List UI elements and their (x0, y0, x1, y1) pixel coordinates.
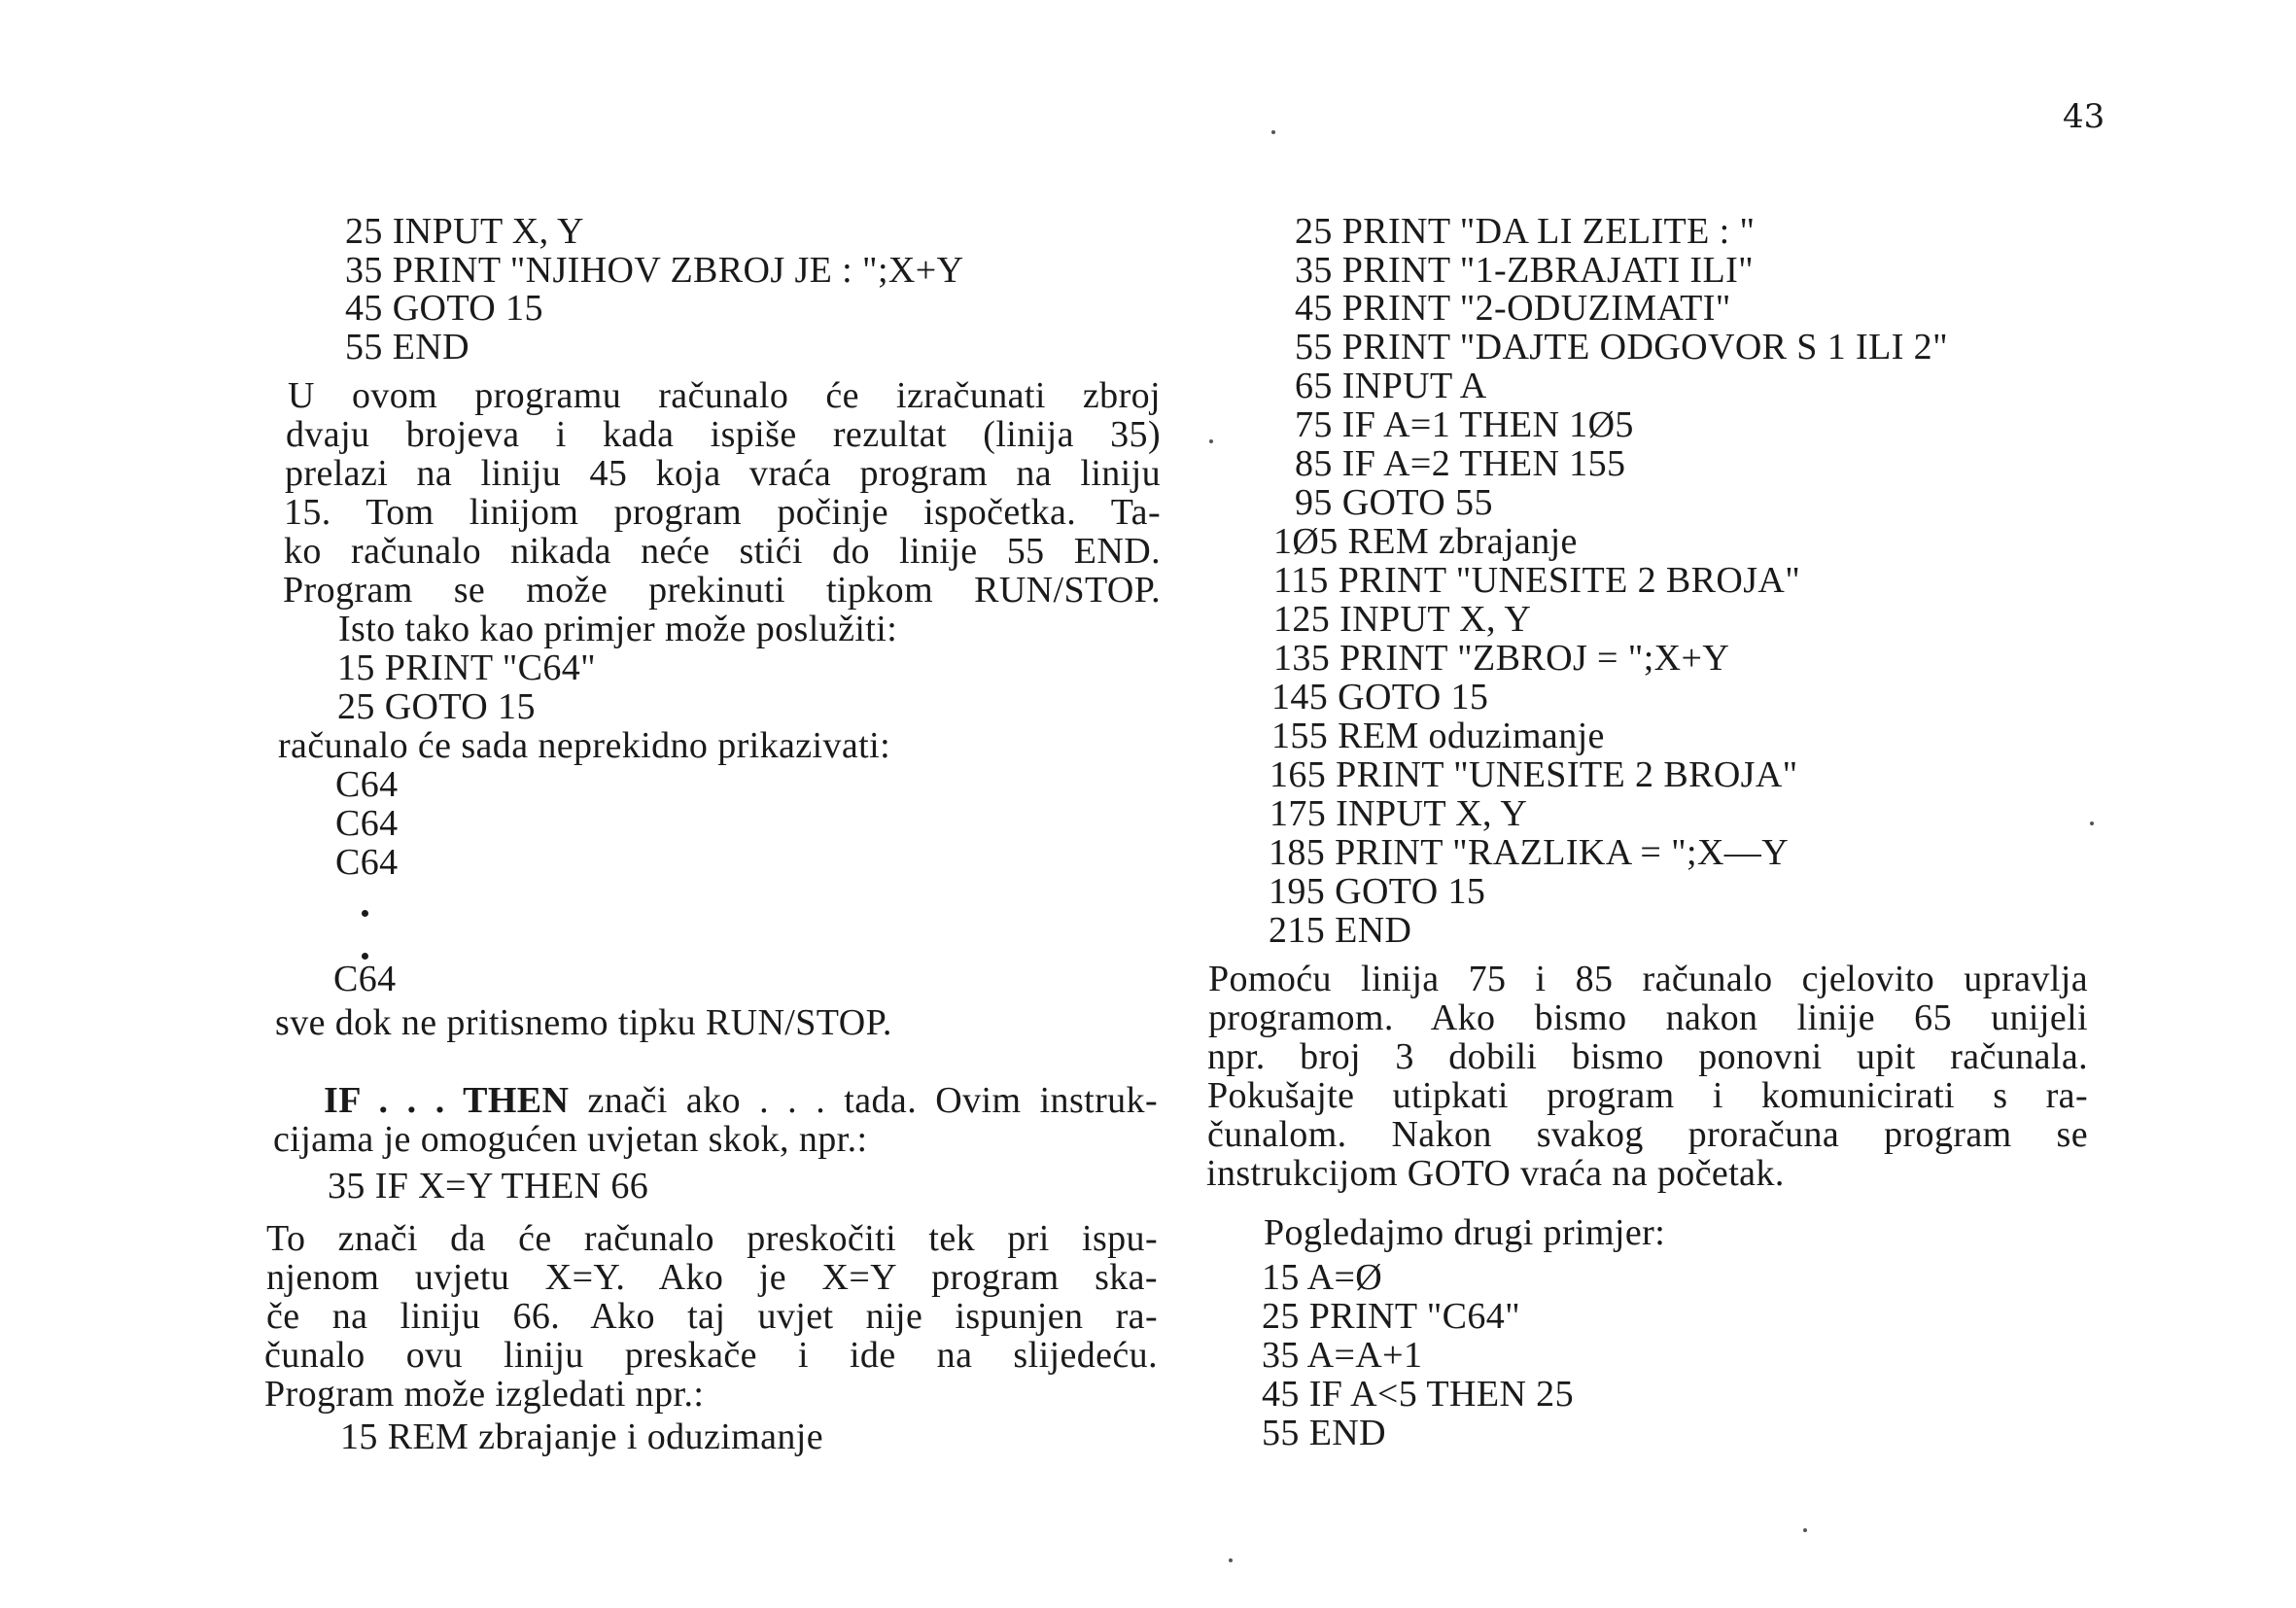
scan-speck (1229, 1558, 1233, 1562)
scan-speck (1803, 1528, 1807, 1532)
code-line: 15 A=Ø (1262, 1257, 1383, 1298)
if-then-keyword: IF . . . THEN (324, 1080, 570, 1121)
code-line: 195 GOTO 15 (1269, 871, 1486, 912)
paragraph-line: računalo će sada neprekidno prikazivati: (278, 725, 891, 766)
paragraph-line: njenom uvjetu X=Y. Ako je X=Y program ska- (266, 1257, 1158, 1298)
output-line: C64 (335, 842, 399, 883)
code-line: 35 A=A+1 (1262, 1335, 1423, 1376)
if-then-heading-line (324, 1081, 1158, 1120)
paragraph-line: Pokušajte utipkati program i komunicirati s ra- (1207, 1075, 2088, 1116)
paragraph-line: cijama je omogućen uvjetan skok, npr.: (273, 1119, 868, 1160)
code-line: 35 IF X=Y THEN 66 (328, 1166, 649, 1206)
code-line: 25 PRINT "DA LI ZELITE : " (1295, 211, 1756, 252)
code-line: 15 REM zbrajanje i oduzimanje (340, 1416, 824, 1457)
paragraph-intro: Pogledajmo drugi primjer: (1264, 1212, 1666, 1253)
paragraph-line: če na liniju 66. Ako taj uvjet nije ispunjen ra- (266, 1296, 1158, 1337)
code-line: 45 IF A<5 THEN 25 (1262, 1374, 1574, 1415)
code-line: 125 INPUT X, Y (1273, 599, 1532, 640)
paragraph-line: instrukcijom GOTO vraća na početak. (1206, 1153, 1785, 1194)
paragraph-line: dvaju brojeva i kada ispiše rezultat (linija 35) (286, 414, 1161, 455)
paragraph-line: sve dok ne pritisnemo tipku RUN/STOP. (275, 1002, 892, 1043)
code-line: 165 PRINT "UNESITE 2 BROJA" (1270, 754, 1798, 795)
paragraph-intro: Isto tako kao primjer može poslužiti: (338, 609, 898, 649)
code-line: 25 PRINT "C64" (1262, 1296, 1521, 1337)
paragraph-line: čunalom. Nakon svakog proračuna program se (1207, 1114, 2088, 1155)
paragraph-line: To znači da će računalo preskočiti tek pri ispu- (266, 1218, 1158, 1259)
output-line: C64 (333, 959, 397, 999)
code-line: 185 PRINT "RAZLIKA = ";X—Y (1269, 832, 1790, 873)
code-line: 65 INPUT A (1295, 366, 1487, 406)
code-line: 95 GOTO 55 (1295, 482, 1493, 523)
code-line: 155 REM oduzimanje (1271, 716, 1605, 756)
page-number: 43 (2063, 97, 2105, 136)
code-line: 115 PRINT "UNESITE 2 BROJA" (1273, 560, 1801, 601)
code-line: 145 GOTO 15 (1271, 677, 1489, 717)
code-line: 75 IF A=1 THEN 1Ø5 (1295, 404, 1634, 445)
paragraph-line: prelazi na liniju 45 koja vraća program na liniju (285, 453, 1161, 494)
code-line: 15 PRINT "C64" (337, 647, 597, 688)
paragraph-line: Pomoću linija 75 i 85 računalo cjelovito upravlja (1208, 959, 2088, 999)
paragraph-line: U ovom programu računalo će izračunati zbroj (288, 375, 1161, 416)
paragraph-line: npr. broj 3 dobili bismo ponovni upit računala. (1207, 1036, 2088, 1077)
scan-speck (2090, 821, 2094, 825)
output-line: C64 (335, 764, 399, 805)
code-line: 55 END (345, 327, 470, 367)
code-line: 135 PRINT "ZBROJ = ";X+Y (1273, 638, 1730, 679)
if-then-text: znači ako . . . tada. Ovim instruk- (569, 1080, 1159, 1121)
scan-speck (1209, 439, 1213, 443)
code-line: 35 PRINT "1-ZBRAJATI ILI" (1295, 250, 1755, 291)
code-line: 85 IF A=2 THEN 155 (1295, 443, 1626, 484)
code-line: 45 PRINT "2-ODUZIMATI" (1295, 288, 1731, 329)
paragraph-line: čunalo ovu liniju preskače i ide na slijedeću. (264, 1335, 1158, 1376)
paragraph-line: Program može izgledati npr.: (264, 1374, 705, 1415)
paragraph-line: programom. Ako bismo nakon linije 65 unijeli (1208, 997, 2088, 1038)
code-line: 55 PRINT "DAJTE ODGOVOR S 1 ILI 2" (1295, 327, 1948, 367)
code-line: 25 INPUT X, Y (345, 211, 584, 252)
paragraph-line: ko računalo nikada neće stići do linije 55 END. (284, 531, 1161, 572)
paragraph-line: Program se može prekinuti tipkom RUN/STOP. (283, 570, 1161, 611)
code-line: 25 GOTO 15 (337, 686, 536, 727)
code-line: 35 PRINT "NJIHOV ZBROJ JE : ";X+Y (345, 250, 964, 291)
output-line: C64 (335, 803, 399, 844)
ellipsis-dot (362, 910, 368, 917)
paragraph-line: 15. Tom linijom program počinje ispočetka. Ta- (284, 492, 1161, 533)
scan-speck (1271, 130, 1275, 134)
code-line: 175 INPUT X, Y (1270, 793, 1528, 834)
code-line: 55 END (1262, 1413, 1386, 1453)
code-line: 215 END (1269, 910, 1412, 951)
code-line: 45 GOTO 15 (345, 288, 543, 329)
code-line: 1Ø5 REM zbrajanje (1273, 521, 1578, 562)
